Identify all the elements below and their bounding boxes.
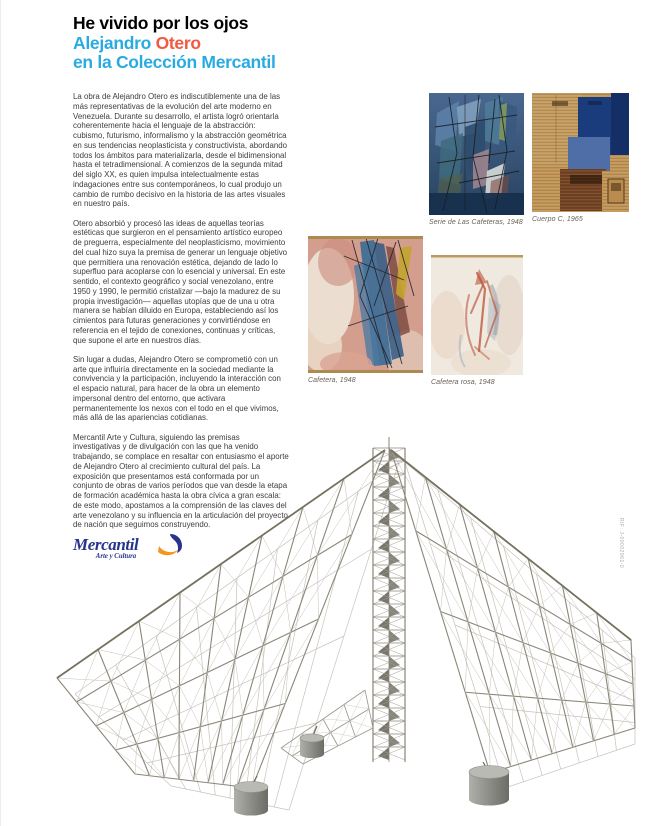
artwork-figure-cuerpo-c [532, 93, 629, 223]
artwork-caption: Cafetera rosa, 1948 [431, 379, 495, 386]
paragraph-1: La obra de Alejandro Otero es indiscutiblemente una de las más representativas de la evolución del arte moderno en Venezuela. Durante su desarrollo, el artista logró orientarla coherentemente hacia el lenguaje de la abstracción: cubismo, futurismo, informalismo y la abstracción geométrica en sus tendencias neoplasticista y constructivista, abordando todos los ámbitos para materializarla, desde el bidimensional hasta el tetradimensional. A comienzos de la segunda mitad del siglo XX, es quien impulsa intelectualmente estas indagaciones entre sus contemporáneos, lo cual produjo un cambio de rumbo decisivo en la historia de las artes visuales en nuestro país. [73, 92, 288, 209]
artwork-image-cafetera [308, 236, 423, 373]
artwork-image-cafetera-rosa [431, 255, 523, 375]
page-title [73, 14, 276, 73]
artwork-figure-cafetera [308, 236, 423, 384]
paragraph-2: Otero absorbió y procesó las ideas de aquellas teorías estéticas que surgieron en el pensamiento artístico europeo de preguerra, especialmente del neoplasticismo, movimiento del cual hizo suya la premisa de generar un lenguaje objetivo que permitiera una renovación estética, dejando de lado lo superfluo para acoplarse con lo esencial y universal. En este sentido, el contexto geográfico y social venezolano, entre 1950 y 1990, le permitió cristalizar —bajo la madurez de su propia investigación— aquellas utopías que de una u otra manera se habían diluido en Europa, estableciendo así los cimientos para futuras generaciones y convirtiéndose en referencia en el tejido de conexiones, continuas y críticas, que supone el arte en nuestros días. [73, 218, 288, 345]
artwork-caption: Serie de Las Cafeteras, 1948 [429, 219, 523, 226]
paragraph-4: Mercantil Arte y Cultura, siguiendo las premisas investigativas y de divulgación con las que ha venido trabajando, se complace en resaltar con entusiasmo el aporte de Alejandro Otero al crecimiento cultural del país. La exposición que presentamos está conformada por un conjunto de obras de varios períodos que van desde la etapa de formación académica hasta la obra cívica a gran escala: de este modo, apostamos a la comprensión de las claves del arte venezolano y su influencia en la articulación del proyecto de nación que seguimos construyendo. [73, 432, 289, 530]
artist-first-name: Alejandro [73, 32, 152, 53]
title-line-3: en la Colección Mercantil [73, 52, 276, 72]
artwork-figure-cafetera-rosa [431, 255, 523, 386]
edge-imprint-text: RIF: J-00002961-0 [618, 518, 624, 569]
artist-last-name: Otero [155, 32, 201, 53]
artwork-image-cafeteras-serie [429, 93, 524, 215]
mercantil-wordmark: Mercantil [73, 535, 139, 554]
title-line-1: He vivido por los ojos [73, 13, 249, 33]
artwork-caption: Cafetera, 1948 [308, 377, 356, 384]
artwork-figure-cafeteras-serie [429, 93, 524, 226]
artwork-caption: Cuerpo C, 1965 [532, 216, 583, 223]
title-line-2 [73, 34, 276, 54]
artwork-image-cuerpo-c [532, 93, 629, 212]
mercantil-tagline: Arte y Cultura [95, 553, 137, 560]
paragraph-3: Sin lugar a dudas, Alejandro Otero se comprometió con un arte que influiría directamente en la sociedad mediante la convivencia y la participación, incluyendo la interacción con el espacio natural, para hacer de la obra un elemento impersonal dentro del entorno, que activara permanentemente los nexos con el todo en el que vivimos, más allá de las apariencias cotidianas. [73, 354, 281, 423]
sculpture-photo [31, 432, 636, 826]
